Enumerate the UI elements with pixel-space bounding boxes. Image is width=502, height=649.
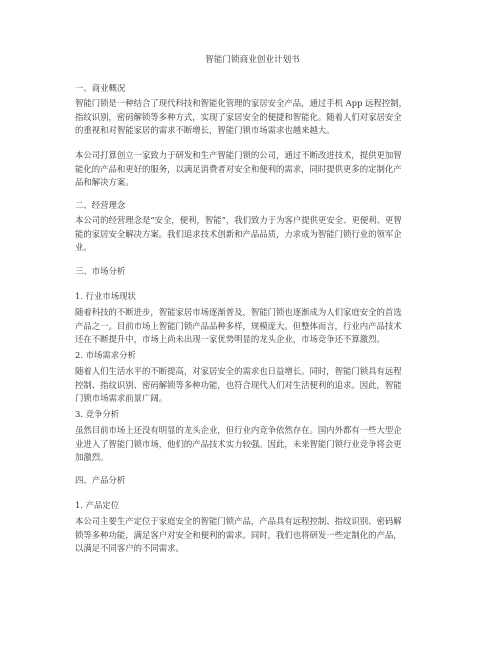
- paragraph-line: 品和解决方案。: [75, 177, 134, 188]
- paragraph-line: 指纹识别，密码解锁等多种方式，实现了家居安全的便捷和智能化。随着人们对家居安全: [75, 111, 402, 122]
- subsection-title: 2. 市场需求分析: [75, 350, 136, 360]
- subsection-title: 3. 竞争分析: [75, 409, 120, 419]
- document-title: 智能门锁商业创业计划书: [205, 55, 300, 65]
- section-heading-overview: 一、商业概况: [75, 83, 126, 93]
- paragraph-line: 的重视和对智能家居的需求不断增长，智能门锁市场需求也越来越大。: [75, 125, 335, 136]
- paragraph-line: 产品之一。目前市场上智能门锁产品品种多样，规模庞大。但整体而言，行业内产品技术: [75, 320, 402, 331]
- paragraph: [75, 97, 430, 138]
- subsection-title: 1. 行业市场现状: [75, 291, 136, 301]
- paragraph-line: 控制、指纹识别、密码解锁等多种功能，也符合现代人们对生活便利的追求。因此，智能: [75, 379, 402, 390]
- paragraph-line: 能化的产品和更好的服务，以满足消费者对安全和便利的需求，同时提供更多的定制化产: [75, 163, 402, 174]
- paragraph-line: 随着人们生活水平的不断提高，对家居安全的需求也日益增长。同时，智能门锁具有远程: [75, 366, 402, 376]
- subsection-title: 1. 产品定位: [75, 500, 120, 510]
- paragraph-line: 本公司主要生产定位于家庭安全的智能门锁产品，产品具有远程控制、指纹识别、密码解: [75, 516, 402, 526]
- paragraph: [75, 424, 430, 465]
- paragraph-line: 业进入了智能门锁市场，他们的产品技术实力较强。因此，未来智能门锁行业竞争将会更: [75, 438, 402, 449]
- section-heading-product: 四、产品分析: [75, 475, 126, 485]
- paragraph: [75, 306, 430, 347]
- paragraph-line: 还在不断提升中，市场上尚未出现一家优势明显的龙头企业，市场竞争还不算激烈。: [75, 334, 385, 345]
- paragraph: [75, 149, 430, 190]
- paragraph-line: 以满足不同客户的不同需求。: [75, 543, 184, 554]
- paragraph-line: 随着科技的不断进步，智能家居市场逐渐普及，智能门锁也逐渐成为人们家庭安全的首选: [75, 307, 402, 317]
- section-heading-market: 三、市场分析: [75, 266, 126, 276]
- section-heading-philosophy: 二、经营理念: [75, 200, 126, 210]
- paragraph: [75, 214, 430, 255]
- paragraph-line: 加激烈。: [75, 452, 109, 463]
- paragraph: [75, 515, 430, 556]
- paragraph-line: 锁等多种功能，满足客户对安全和便利的需求。同时，我们也将研发一些定制化的产品，: [75, 529, 402, 540]
- paragraph: [75, 365, 430, 406]
- paragraph-line: 本公司打算创立一家致力于研发和生产智能门锁的公司，通过不断改进技术，提供更加智: [75, 150, 402, 160]
- paragraph-line: 本公司的经营理念是“安全，便利，智能”，我们致力于为客户提供更安全、更便利、更智: [75, 215, 402, 225]
- paragraph-line: 业。: [75, 242, 92, 253]
- paragraph-line: 智能门锁是一种结合了现代科技和智能化管理的家居安全产品，通过手机 App 远程控制，: [75, 98, 407, 108]
- paragraph-line: 门锁市场需求前景广阔。: [75, 393, 168, 404]
- paragraph-line: 虽然目前市场上还没有明显的龙头企业，但行业内竞争依然存在。国内外都有一些大型企: [75, 425, 402, 435]
- paragraph-line: 能的家居安全解决方案。我们追求技术创新和产品品质，力求成为智能门锁行业的领军企: [75, 228, 402, 239]
